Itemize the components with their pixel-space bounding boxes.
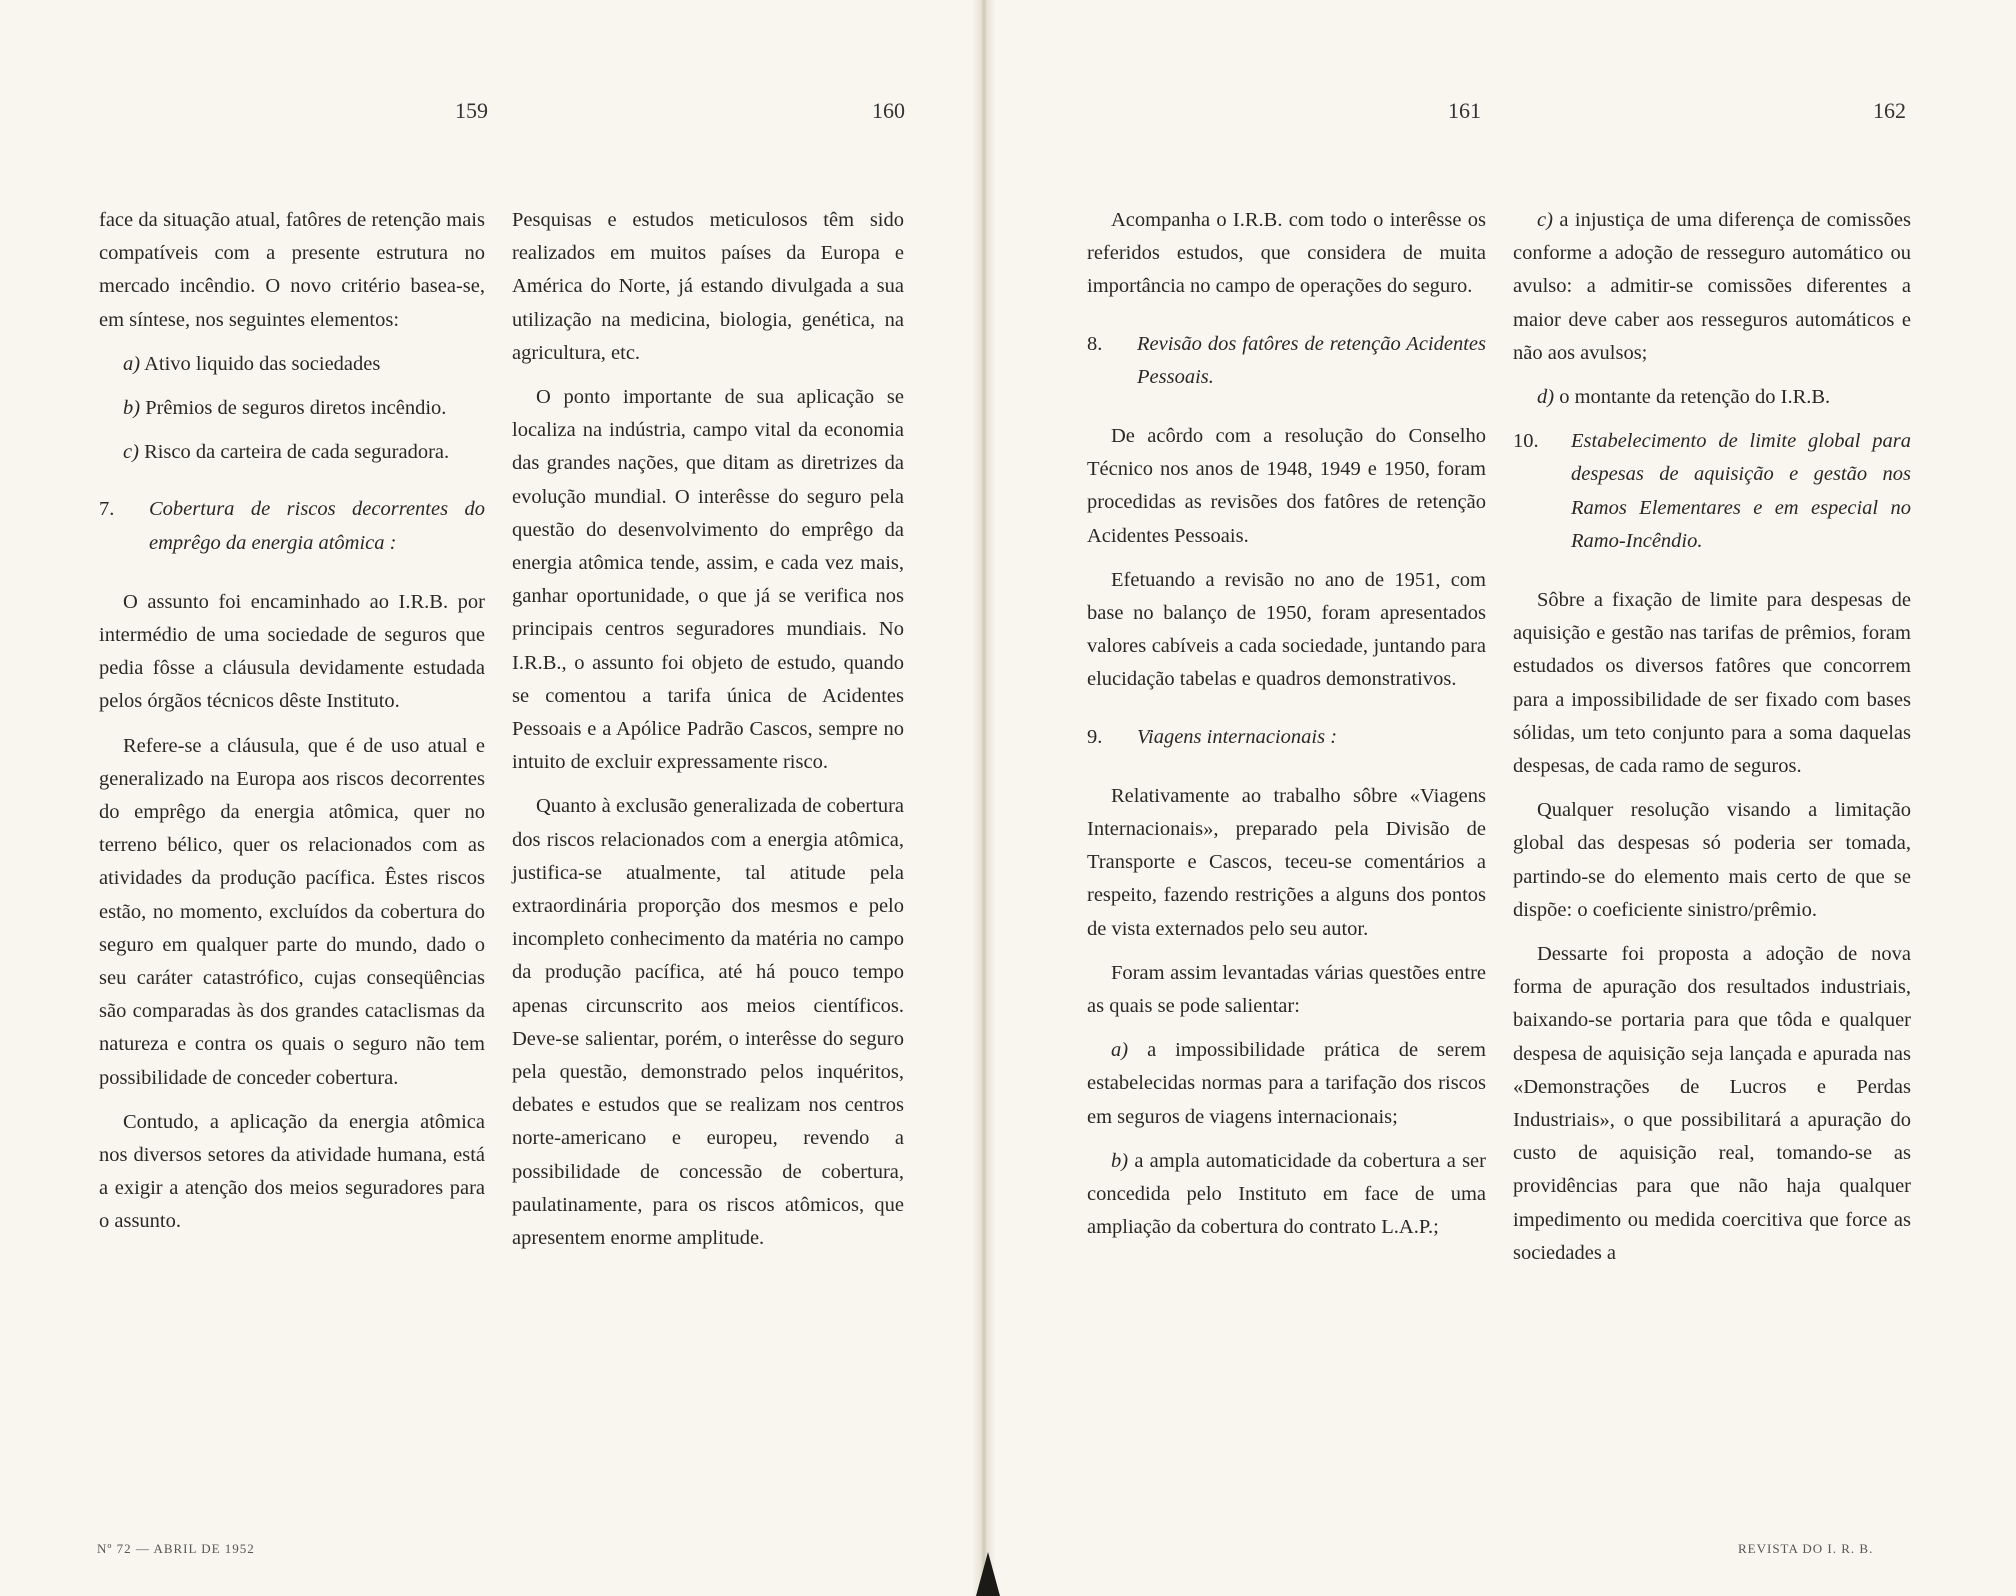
item-text: a impossibilidade prática de serem estabelecidas normas para a tarifação dos riscos em seguros de viagens internacionais;: [1087, 1039, 1486, 1128]
item-label: c): [123, 441, 139, 464]
paragraph: Foram assim levantadas várias questões entre as quais se pode salientar:: [1087, 961, 1486, 1018]
paragraph: Sôbre a fixação de limite para despesas de aquisição e gestão nas tarifas de prêmios, foram estudados os diversos fatôres que concorrem para a impossibilidade de ser fixado com bases sólidas, um teto conjunto para a soma daquelas despesas, de cada ramo de seguros.: [1513, 589, 1911, 778]
footer-issue: Nº 72 — ABRIL DE 1952: [97, 1541, 255, 1556]
list-item-a: [99, 348, 485, 381]
item-text: a injustiça de uma diferença de comissões conforme a adoção de resseguro automático ou avulso: a admitir-se comissões diferentes a maior deve caber aos resseguros automáticos e não aos avulsos;: [1513, 209, 1911, 364]
page-number-159: 159: [455, 98, 488, 123]
section-title: Cobertura de riscos decorrentes do emprêgo da energia atômica :: [149, 498, 485, 554]
paragraph: Qualquer resolução visando a limitação global das despesas só poderia ser tomada, partindo-se do elemento mais certo de que se dispõe: o coeficiente sinistro/prêmio.: [1513, 799, 1911, 921]
section-heading-8: [1087, 328, 1486, 394]
section-heading-10: [1513, 425, 1911, 558]
section-title: Estabelecimento de limite global para despesas de aquisição e gestão nos Ramos Elementares e em especial no Ramo-Incêndio.: [1571, 430, 1911, 552]
list-item-b: [99, 392, 485, 425]
item-label: a): [123, 352, 141, 375]
book-spine: [972, 0, 996, 1596]
list-item-a: [1087, 1034, 1486, 1134]
list-item-d: [1513, 381, 1911, 414]
paragraph: Contudo, a aplicação da energia atômica nos diversos setores da atividade humana, está a exigir a atenção dos meios seguradores para o assunto.: [99, 1110, 485, 1233]
list-item-b: [1087, 1145, 1486, 1245]
column-page-160: [512, 204, 904, 1266]
item-label: b): [123, 397, 141, 420]
item-label: d): [1537, 386, 1555, 409]
footer-journal: REVISTA DO I. R. B.: [1738, 1541, 1874, 1556]
item-label: b): [1111, 1149, 1129, 1172]
section-heading-7: [99, 493, 485, 559]
section-number: 8.: [1087, 332, 1103, 355]
item-label: a): [1111, 1039, 1129, 1062]
paragraph: Refere-se a cláusula, que é de uso atual e generalizado na Europa aos riscos decorrentes do emprêgo da energia atômica, quer no terreno bélico, quer os relacionados com as atividades da produção pacífica. Êstes riscos estão, no momento, excluídos da cobertura do seguro em qualquer parte do mundo, dado o seu caráter catastrófico, cujas conseqüências são comparadas às dos grandes cataclismas da natureza e contra os quais o seguro não tem possibilidade de conceder cobertura.: [99, 734, 485, 1089]
list-item-c: [1513, 204, 1911, 370]
paragraph: Acompanha o I.R.B. com todo o interêsse os referidos estudos, que considera de muita importância no campo de operações do seguro.: [1087, 209, 1486, 298]
item-text: Prêmios de seguros diretos incêndio.: [145, 397, 447, 420]
paragraph: De acôrdo com a resolução do Conselho Técnico nos anos de 1948, 1949 e 1950, foram procedidas as revisões dos fatôres de retenção Acidentes Pessoais.: [1087, 425, 1486, 547]
page-number-161: 161: [1448, 98, 1481, 123]
section-title: Viagens internacionais :: [1137, 725, 1338, 748]
paragraph: Efetuando a revisão no ano de 1951, com base no balanço de 1950, foram apresentados valores cabíveis a cada sociedade, juntando para elucidação tabelas e quadros demonstrativos.: [1087, 568, 1486, 691]
paragraph: Quanto à exclusão generalizada de cobertura dos riscos relacionados com a energia atômica, justifica-se atualmente, tal atitude pela extraordinária proporção dos mesmos e pelo incompleto conhecimento da matéria no campo da produção pacífica, até há pouco tempo apenas circunscrito aos meios científicos. Deve-se salientar, porém, o interêsse do seguro pela questão, demonstrado pelos inquéritos, debates e estudos que se realizam nos centros norte-americano e europeu, revendo a possibilidade de concessão de cobertura, paulatinamente, para os riscos atômicos, que apresentem enorme amplitude.: [512, 795, 904, 1250]
paragraph: Pesquisas e estudos meticulosos têm sido realizados em muitos países da Europa e América do Norte, já estando divulgada a sua utilização na medicina, biologia, genética, na agricultura, etc.: [512, 209, 904, 364]
column-page-159: [99, 204, 485, 1250]
paragraph: Dessarte foi proposta a adoção de nova forma de apuração dos resultados industriais, baixando-se portaria para que tôda e qualquer despesa de aquisição seja lançada e apurada nas «Demonstrações de Lucros e Perdas Industriais», o que possibilitará a apuração do custo de aquisição real, tomando-se as providências para que não haja qualquer impedimento ou medida coercitiva que force as sociedades a: [1513, 943, 1911, 1264]
item-text: Ativo liquido das sociedades: [144, 352, 381, 375]
section-title: Revisão dos fatôres de retenção Acidentes Pessoais.: [1137, 332, 1486, 388]
paragraph: face da situação atual, fatôres de retenção mais compatíveis com a presente estrutura no mercado incêndio. O novo critério basea-se, em síntese, nos seguintes elementos:: [99, 209, 485, 331]
paragraph: Relativamente ao trabalho sôbre «Viagens Internacionais», preparado pela Divisão de Transporte e Cascos, teceu-se comentários a respeito, fazendo restrições a alguns dos pontos de vista externados pelo seu autor.: [1087, 784, 1486, 940]
item-label: c): [1537, 209, 1553, 231]
section-number: 7.: [99, 498, 115, 521]
section-number: 10.: [1513, 430, 1539, 453]
column-page-162: [1513, 204, 1911, 1281]
item-text: o montante da retenção do I.R.B.: [1559, 386, 1831, 409]
item-text: a ampla automaticidade da cobertura a ser concedida pelo Instituto em face de uma ampliação da cobertura do contrato L.A.P.;: [1087, 1149, 1486, 1239]
section-heading-9: [1087, 721, 1486, 754]
page-number-162: 162: [1873, 98, 1906, 123]
page-number-160: 160: [872, 98, 905, 123]
item-text: Risco da carteira de cada seguradora.: [144, 441, 450, 464]
paragraph: O ponto importante de sua aplicação se localiza na indústria, campo vital da economia das grandes nações, que ditam as diretrizes da evolução mundial. O interêsse do seguro pela questão do desenvolvimento do emprêgo da energia atômica tende, assim, e cada vez mais, ganhar oportunidade, o que já se verifica nos principais centros seguradores mundiais. No I.R.B., o assunto foi objeto de estudo, quando se comentou a tarifa única de Acidentes Pessoais e a Apólice Padrão Cascos, sempre no intuito de excluir expressamente risco.: [512, 386, 904, 774]
column-page-161: [1087, 204, 1486, 1255]
paragraph: O assunto foi encaminhado ao I.R.B. por intermédio de uma sociedade de seguros que pedia fôsse a cláusula devidamente estudada pelos órgãos técnicos dêste Instituto.: [99, 590, 485, 713]
section-number: 9.: [1087, 725, 1103, 748]
spine-shadow: [976, 1552, 1000, 1596]
list-item-c: [99, 436, 485, 469]
